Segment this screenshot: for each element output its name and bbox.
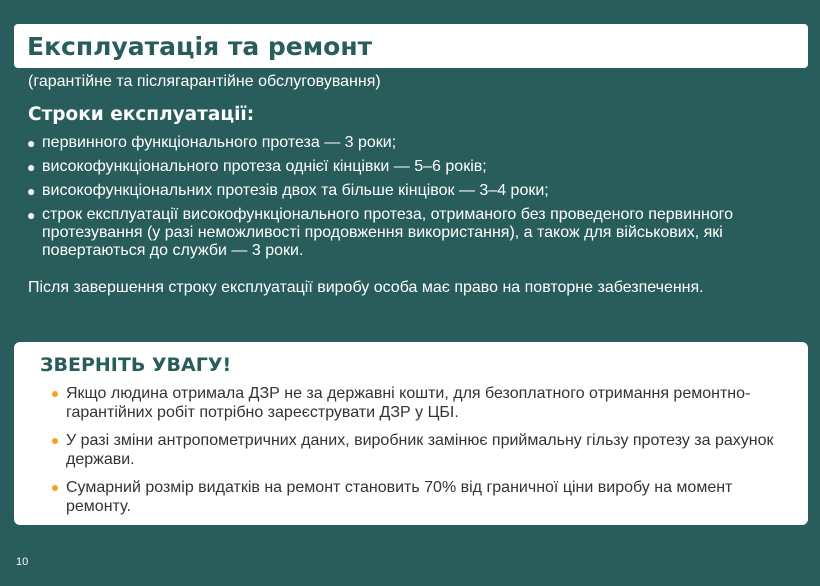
bullet-icon: ● [27, 135, 36, 151]
renewal-note: Після завершення строку експлуатації виробу особа має право на повторне забезпечення. [28, 279, 704, 296]
list-item-text: високофункціональних протезів двох та більше кінцівок — 3–4 роки; [42, 182, 549, 199]
bullet-icon [52, 391, 58, 397]
bullet-icon: ● [27, 183, 36, 199]
list-item-text: високофункціонального протеза однієї кінцівки — 5–6 років; [42, 158, 487, 175]
bullet-icon [52, 438, 58, 444]
list-item-text: Якщо людина отримала ДЗР не за державні кошти, для безоплатного отримання ремонтно-гарантійних робіт потрібно зареєструвати ДЗР у ЦБІ. [66, 385, 751, 421]
page-title: Експлуатація та ремонт [27, 32, 373, 61]
list-item-text: У разі зміни антропометричних даних, виробник замінює приймальну гільзу протезу за рахунок держави. [66, 432, 774, 468]
title-bar [14, 24, 808, 68]
page-number: 10 [16, 556, 29, 568]
list-item [26, 182, 796, 200]
page-subtitle: (гарантійне та післягарантійне обслуговування) [28, 73, 381, 90]
bullet-icon: ● [27, 159, 36, 175]
list-item-text: строк експлуатації високофункціонального протеза, отриманого без проведеного первинного протезування (у разі неможливості продовження використання), а також для військових, які повертаються до служби — 3 роки. [42, 206, 734, 259]
list-item [52, 431, 782, 469]
terms-heading: Строки експлуатації: [28, 104, 255, 125]
list-item [26, 134, 796, 152]
list-item [26, 158, 796, 176]
attention-heading: ЗВЕРНІТЬ УВАГУ! [40, 354, 232, 376]
terms-list [26, 134, 796, 266]
list-item-text: Сумарний розмір видатків на ремонт становить 70% від граничної ціни виробу на момент ремонту. [66, 479, 733, 515]
bullet-icon [52, 485, 58, 491]
attention-list [52, 384, 782, 525]
list-item-text: первинного функціонального протеза — 3 роки; [42, 134, 397, 151]
list-item [52, 384, 782, 422]
attention-box [14, 342, 808, 525]
bullet-icon: ● [27, 207, 36, 223]
list-item [26, 206, 796, 260]
list-item [52, 478, 782, 516]
